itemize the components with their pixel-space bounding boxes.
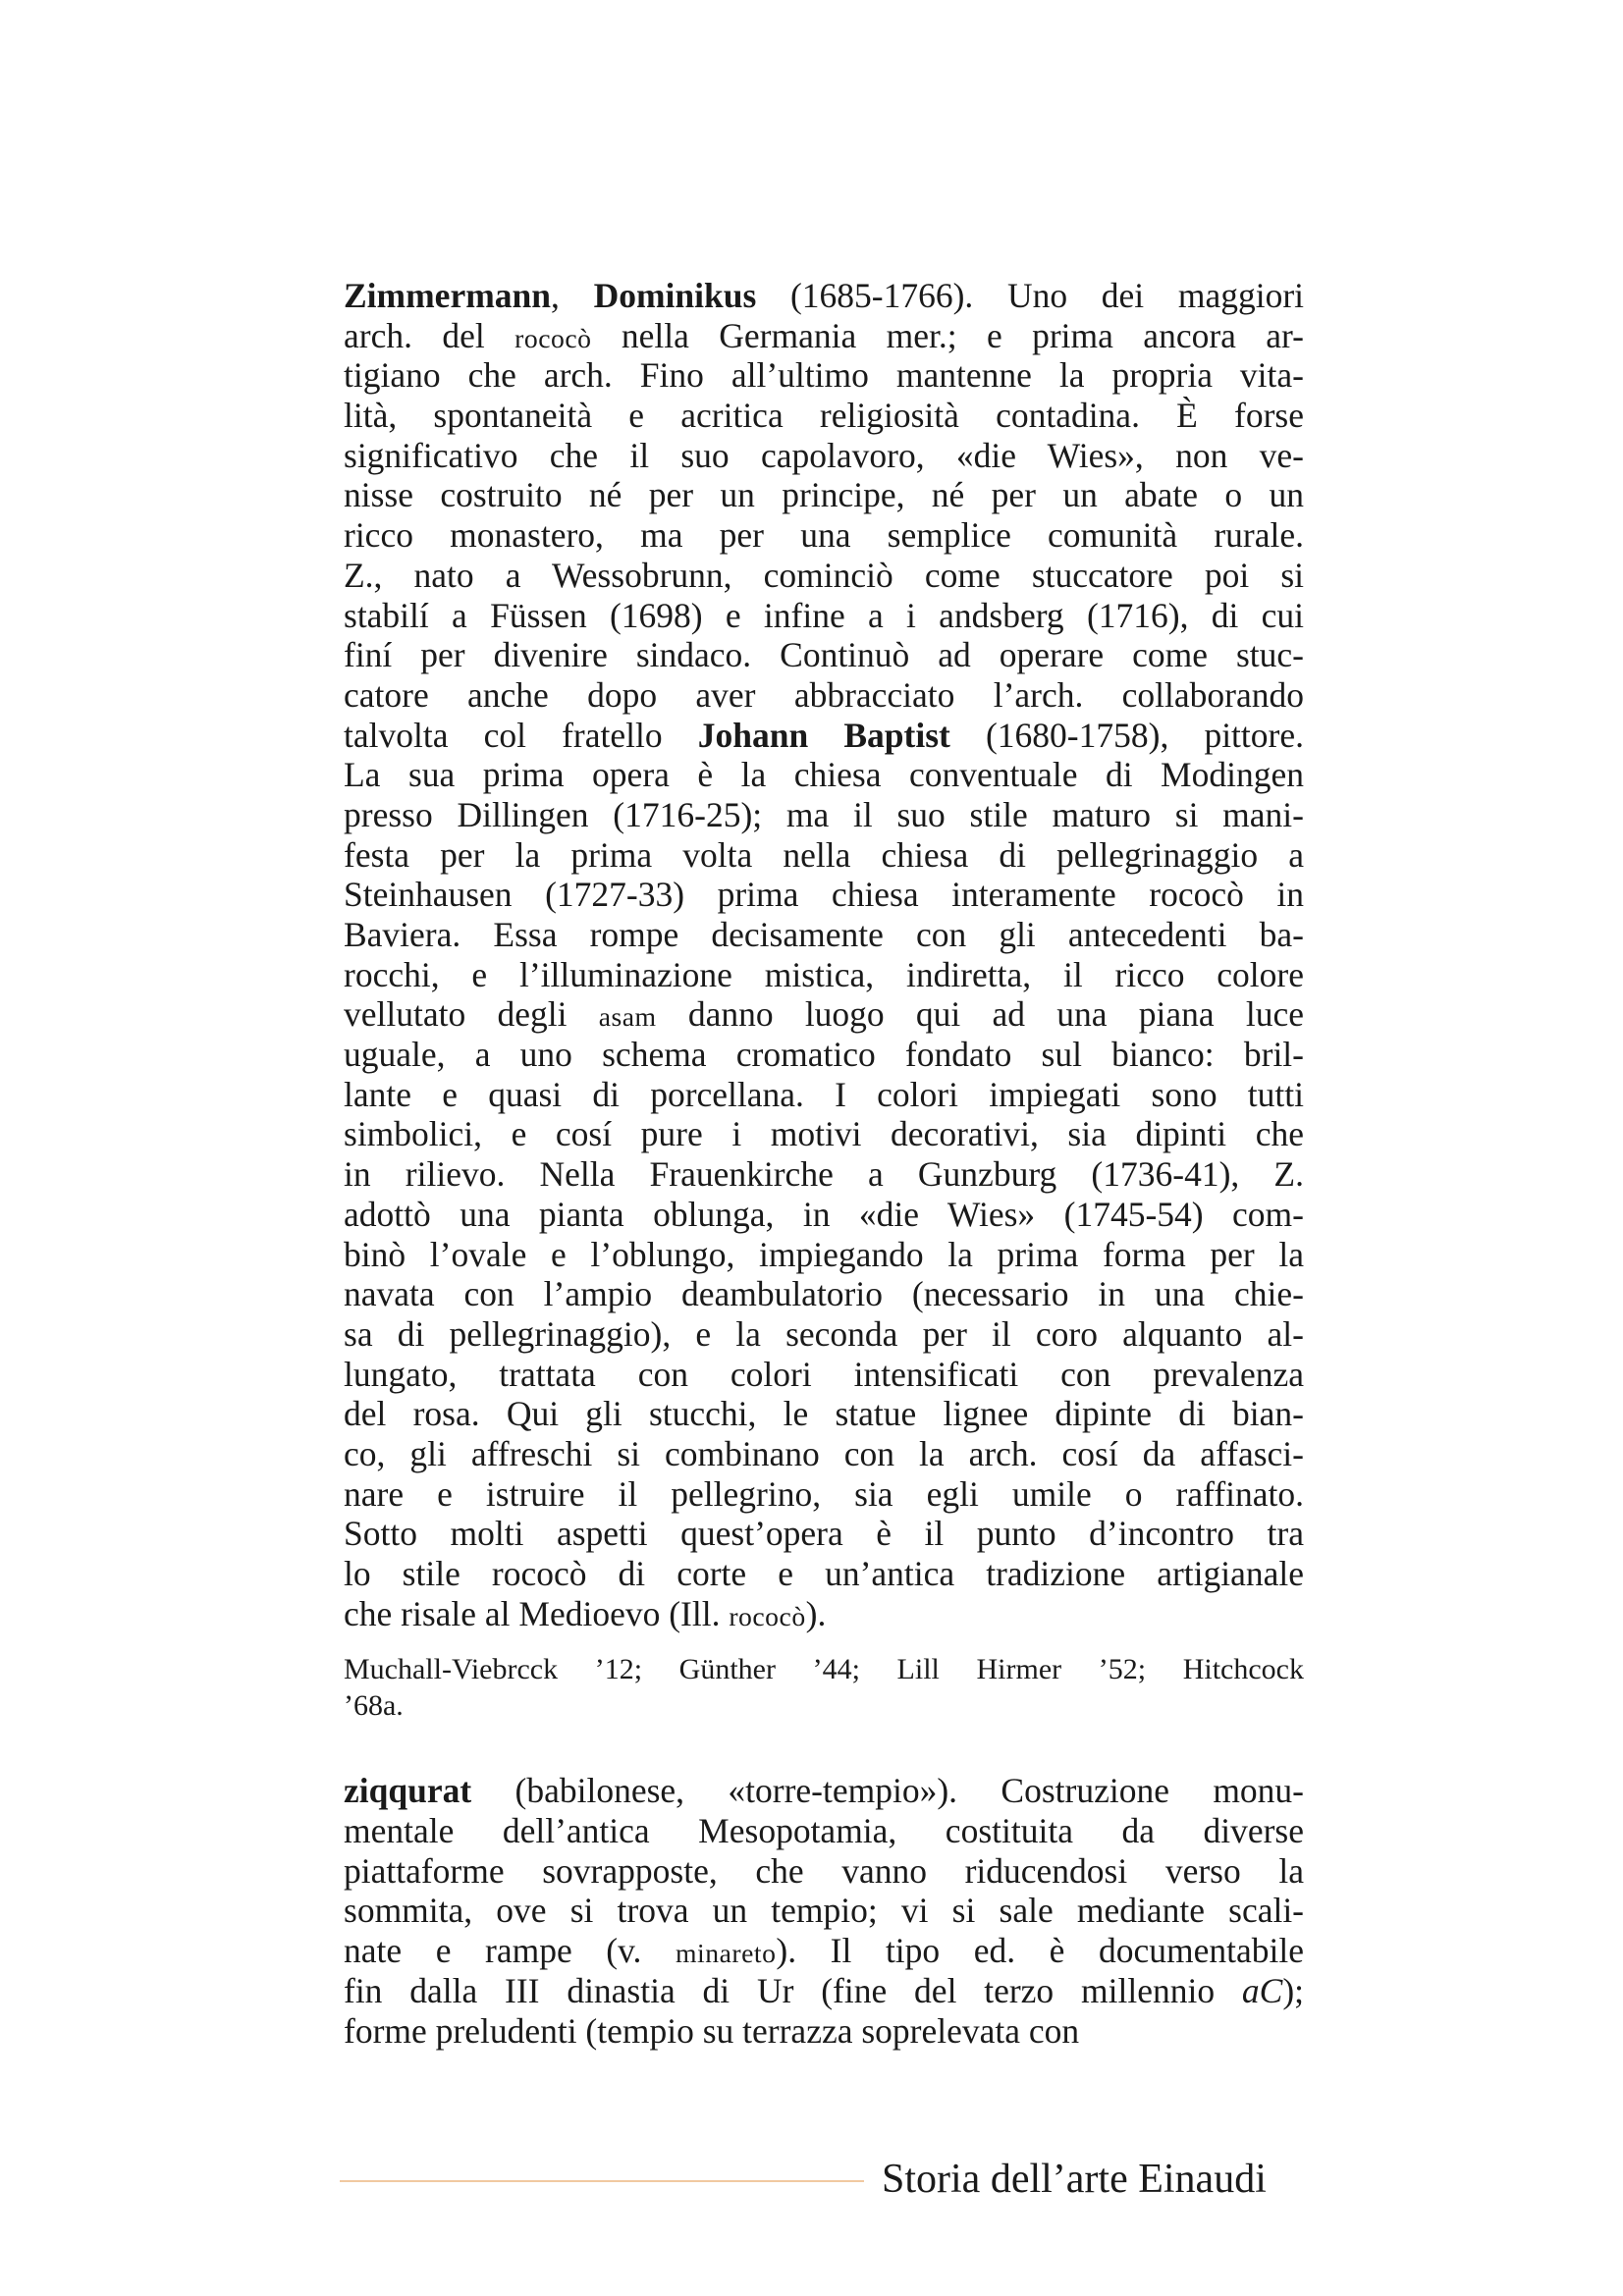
text-run: piattaforme sovrapposte, che vanno riducendosi verso la: [344, 1850, 1304, 1891]
text-run: sa di pellegrinaggio), e la seconda per il coro alquanto al-: [344, 1313, 1304, 1354]
text-run: arch. del: [344, 315, 515, 355]
text-run: stabilí a Füssen (1698) e infine a i andsberg (1716), di cui: [344, 595, 1304, 635]
text-line: [344, 1474, 1304, 1515]
entry-zimmermann: [344, 276, 1304, 1633]
text-run: del rosa. Qui gli stucchi, le statue lignee dipinte di bian-: [344, 1394, 1304, 1434]
text-line: [344, 1891, 1304, 1931]
text-run: adottò una pianta oblunga, in «die Wies» (1745-54) com-: [344, 1194, 1304, 1234]
text-run: Steinhausen (1727-33) prima chiesa interamente rococò in: [344, 875, 1304, 915]
text-run: nate e rampe (v.: [344, 1931, 676, 1971]
text-line: [344, 515, 1304, 556]
bold-term: Johann Baptist: [697, 715, 950, 755]
text-run: ).: [805, 1593, 827, 1633]
text-run: binò l’ovale e l’oblungo, impiegando la prima forma per la: [344, 1234, 1304, 1274]
text-run: Sotto molti aspetti quest’opera è il punto d’incontro tra: [344, 1514, 1304, 1554]
cross-reference: rococò: [729, 1600, 806, 1631]
text-line: [344, 596, 1304, 636]
text-run: navata con l’ampio deambulatorio (necessario in una chie-: [344, 1274, 1304, 1314]
text-line: [344, 1394, 1304, 1434]
text-line: [344, 1851, 1304, 1892]
text-run: Baviera. Essa rompe decisamente con gli antecedenti ba-: [344, 915, 1304, 954]
text-run: lungato, trattata con colori intensificati con prevalenza: [344, 1354, 1304, 1394]
text-run: aC: [1241, 1970, 1283, 2010]
text-line: [344, 675, 1304, 716]
bibliography-references: [344, 1651, 1304, 1724]
text-line: [344, 316, 1304, 356]
text-run: uguale, a uno schema cromatico fondato sul bianco: bril-: [344, 1035, 1304, 1075]
text-run: tigiano che arch. Fino all’ultimo mantenne la propria vita-: [344, 355, 1304, 396]
text-line: [344, 1235, 1304, 1275]
cross-reference: minareto: [676, 1938, 777, 1969]
entry-separator: [344, 1724, 1304, 1771]
text-line: [344, 1114, 1304, 1154]
text-line: [344, 1554, 1304, 1594]
text-line: [344, 1514, 1304, 1554]
text-line: [344, 1075, 1304, 1115]
text-run: simbolici, e cosí pure i motivi decorativi, sia dipinti che: [344, 1114, 1304, 1154]
text-run: lità, spontaneità e acritica religiosità contadina. È forse: [344, 396, 1304, 436]
text-line: [344, 436, 1304, 476]
reference-line: Muchall-Viebrcck ’12; Günther ’44; Lill Hirmer ’52; Hitchcock: [344, 1653, 1304, 1686]
text-run: ,: [551, 276, 594, 315]
cross-reference: rococò: [514, 322, 592, 353]
entry-ziqqurat: [344, 1771, 1304, 2051]
bold-term: Dominikus: [593, 276, 757, 315]
text-line: [344, 1154, 1304, 1195]
text-run: ). Il tipo ed. è documentabile: [776, 1931, 1304, 1971]
bold-term: ziqqurat: [344, 1771, 472, 1811]
text-line: [344, 1314, 1304, 1355]
text-run: lo stile rococò di corte e un’antica tradizione artigianale: [344, 1554, 1304, 1593]
text-run: La sua prima opera è la chiesa conventuale di Modingen: [344, 755, 1304, 795]
text-line: [344, 1434, 1304, 1474]
text-line: [344, 276, 1304, 316]
text-run: rocchi, e l’illuminazione mistica, indiretta, il ricco colore: [344, 954, 1304, 994]
text-line: [344, 1811, 1304, 1851]
text-run: (babilonese, «torre-tempio»). Costruzione monu-: [471, 1771, 1304, 1811]
text-line: [344, 795, 1304, 835]
text-line: [344, 1931, 1304, 1971]
text-line: [344, 1355, 1304, 1395]
text-run: nella Germania mer.; e prima ancora ar-: [591, 315, 1304, 355]
text-run: );: [1282, 1970, 1304, 2010]
bold-term: Zimmermann: [344, 276, 552, 315]
text-line: [344, 1971, 1304, 2011]
text-run: vellutato degli: [344, 994, 599, 1035]
text-run: presso Dillingen (1716-25); ma il suo stile maturo si mani-: [344, 794, 1304, 834]
text-line: [344, 835, 1304, 876]
text-line: [344, 915, 1304, 955]
text-line: [344, 635, 1304, 675]
text-run: (1685-1766). Uno dei maggiori: [756, 276, 1304, 315]
text-line: [344, 1274, 1304, 1314]
text-run: lante e quasi di porcellana. I colori impiegati sono tutti: [344, 1074, 1304, 1114]
text-run: Z., nato a Wessobrunn, cominciò come stuccatore poi si: [344, 555, 1304, 595]
text-line: [344, 755, 1304, 795]
text-line: [344, 875, 1304, 915]
text-line: [344, 2011, 1304, 2052]
text-line: [344, 1594, 1304, 1634]
text-run: in rilievo. Nella Frauenkirche a Gunzburg (1736-41), Z.: [344, 1154, 1304, 1195]
text-run: catore anche dopo aver abbracciato l’arch. collaborando: [344, 674, 1304, 715]
text-line: [344, 475, 1304, 515]
cross-reference: asam: [598, 1001, 657, 1033]
text-line: [344, 1035, 1304, 1075]
text-run: sommita, ove si trova un tempio; vi si sale mediante scali-: [344, 1891, 1304, 1931]
text-line: [344, 396, 1304, 436]
text-run: talvolta col fratello: [344, 715, 698, 755]
text-run: significativo che il suo capolavoro, «die Wies», non ve-: [344, 435, 1304, 475]
text-run: fin dalla III dinastia di Ur (fine del terzo millennio: [344, 1970, 1242, 2010]
text-run: ricco monastero, ma per una semplice comunità rurale.: [344, 515, 1304, 556]
text-line: [344, 355, 1304, 396]
text-line: [344, 556, 1304, 596]
text-run: mentale dell’antica Mesopotamia, costituita da diverse: [344, 1811, 1304, 1851]
text-run: (1680-1758), pittore.: [949, 715, 1304, 755]
text-run: festa per la prima volta nella chiesa di pellegrinaggio a: [344, 834, 1304, 875]
text-run: nare e istruire il pellegrino, sia egli umile o raffinato.: [344, 1473, 1304, 1514]
text-run: danno luogo qui ad una piana luce: [656, 994, 1305, 1035]
main-text-column: [344, 276, 1304, 2051]
text-line: [344, 1771, 1304, 1811]
text-line: [344, 716, 1304, 756]
footer-rule: [340, 2180, 864, 2182]
footer-title: Storia dell’arte Einaudi: [882, 2157, 1267, 2202]
text-line: [344, 1195, 1304, 1235]
text-run: forme preludenti (tempio su terrazza soprelevata con: [344, 2010, 1080, 2051]
text-run: finí per divenire sindaco. Continuò ad operare come stuc-: [344, 635, 1304, 675]
text-line: [344, 955, 1304, 995]
text-run: nisse costruito né per un principe, né per un abate o un: [344, 475, 1304, 515]
reference-line: ’68a.: [344, 1689, 404, 1723]
text-run: che risale al Medioevo (Ill.: [344, 1593, 730, 1633]
text-line: [344, 994, 1304, 1035]
text-run: co, gli affreschi si combinano con la arch. cosí da affasci-: [344, 1433, 1304, 1473]
